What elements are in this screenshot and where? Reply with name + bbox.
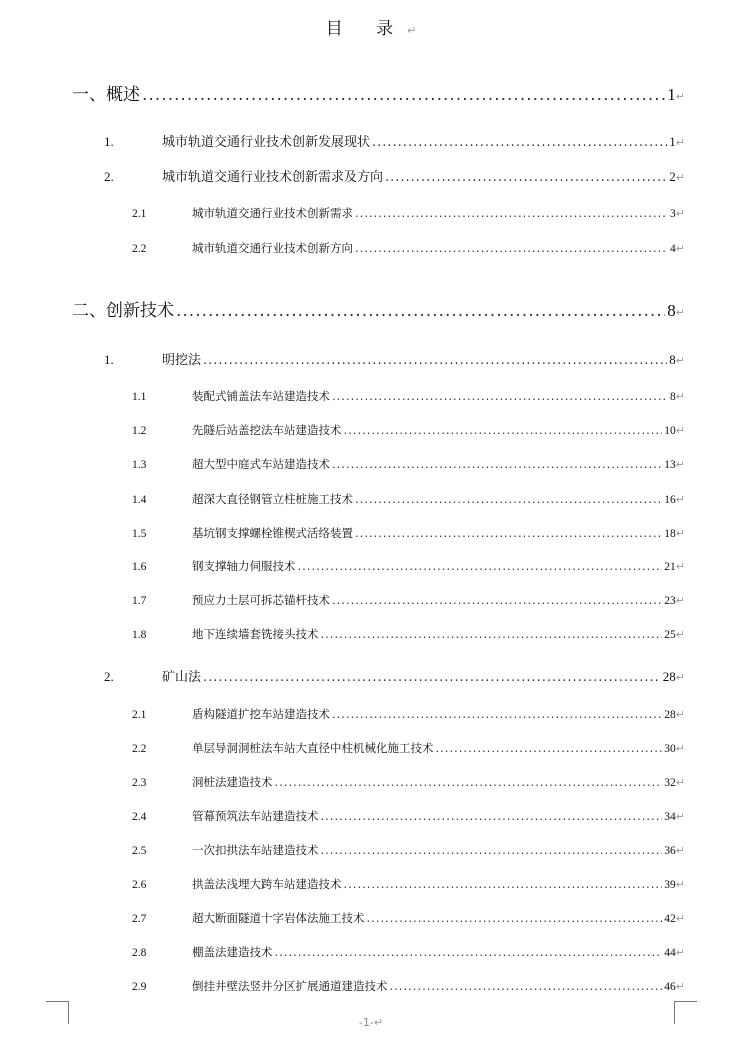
toc-entry-number: 2.6 [132,879,147,891]
paragraph-mark: ↵ [373,1016,384,1029]
toc-dot-leader [385,170,667,185]
toc-dot-leader [332,457,662,471]
toc-dot-leader [332,593,662,607]
toc-entry-page: 36 [664,845,676,857]
toc-dot-leader [372,135,667,150]
toc-dot-leader [321,809,663,823]
toc-entry[interactable] [104,166,685,185]
toc-entry[interactable] [132,842,685,858]
paragraph-mark: ↵ [675,742,685,755]
toc-entry-title: 城市轨道交通行业技术创新需求 [192,206,353,220]
toc-entry-title: 先隧后站盖挖法车站建造技术 [192,423,342,437]
toc-entry-page: 44 [664,947,676,959]
toc-dot-leader [142,85,665,105]
toc-title-text: 目 录 [325,19,408,39]
toc-dot-leader [344,423,663,437]
toc-entry-page: 34 [664,811,676,823]
toc-entry-title: 基坑钢支撑螺栓锥楔式活络装置 [192,526,353,540]
toc-entry[interactable] [132,626,685,642]
toc-entry-number: 1.5 [132,528,147,540]
paragraph-mark: ↵ [675,354,685,367]
toc-dot-leader [275,775,663,789]
toc-entry-page: 8 [667,301,676,320]
paragraph-mark: ↵ [675,980,685,993]
paragraph-mark: ↵ [675,306,685,319]
toc-entry-title: 二、创新技术 [72,301,174,321]
toc-entry-page: 30 [664,743,676,755]
paragraph-mark: ↵ [675,493,685,506]
toc-entry-number: 2.2 [132,743,147,755]
paragraph-mark: ↵ [675,594,685,607]
toc-entry[interactable] [132,558,685,574]
toc-entry-number: 2.4 [132,811,147,823]
toc-entry[interactable] [104,349,685,368]
toc-entry[interactable] [132,740,685,756]
toc-entry-page: 28 [662,669,676,684]
toc-entry[interactable] [132,491,685,507]
toc-entry-title: 钢支撑轴力伺服技术 [192,559,296,573]
toc-dot-leader [321,843,663,857]
toc-title [0,14,742,39]
toc-dot-leader [355,526,662,540]
toc-dot-leader [203,353,667,368]
toc-entry-page: 10 [664,425,676,437]
toc-entry-number: 2.8 [132,947,147,959]
toc-entry-page: 21 [664,561,676,573]
toc-entry-title: 盾构隧道扩挖车站建造技术 [192,707,330,721]
toc-entry[interactable] [132,706,685,722]
paragraph-mark: ↵ [675,878,685,891]
toc-entry-title: 超大型中庭式车站建造技术 [192,457,330,471]
toc-entry-page: 23 [664,595,676,607]
toc-dot-leader [332,389,668,403]
toc-entry-number: 2. [104,669,114,684]
toc-entry-page: 2 [669,169,676,184]
toc-entry[interactable] [132,910,685,926]
toc-entry-number: 1.4 [132,494,147,506]
toc-entry-page: 39 [664,879,676,891]
toc-entry-title: 棚盖法建造技术 [192,945,273,959]
toc-entry[interactable] [132,205,685,221]
toc-entry-title: 预应力土层可拆芯锚杆技术 [192,593,330,607]
paragraph-mark: ↵ [675,390,685,403]
toc-entry-number: 1. [104,134,114,149]
toc-entry[interactable] [132,388,685,404]
toc-dot-leader [321,627,663,641]
toc-entry-number: 2.3 [132,777,147,789]
paragraph-mark: ↵ [675,90,685,103]
paragraph-mark: ↵ [675,424,685,437]
toc-entry-number: 2.1 [132,208,147,220]
page-footer [0,1016,742,1029]
toc-dot-leader [436,741,663,755]
toc-dot-leader [203,670,661,685]
toc-entry-title: 城市轨道交通行业技术创新发展现状 [162,135,371,150]
toc-entry-page: 3 [670,208,676,220]
toc-entry-title: 矿山法 [162,670,202,685]
toc-entry-number: 2.7 [132,913,147,925]
toc-entry-title: 城市轨道交通行业技术创新方向 [192,241,353,255]
toc-entry-number: 1.1 [132,391,147,403]
paragraph-mark: ↵ [675,628,685,641]
toc-entry[interactable] [132,808,685,824]
toc-entry-page: 18 [664,528,676,540]
toc-entry[interactable] [132,456,685,472]
toc-entry-page: 8 [670,391,676,403]
toc-entry-page: 8 [669,352,676,367]
toc-entry[interactable] [132,978,685,994]
toc-entry-title: 地下连续墙套铣接头技术 [192,627,319,641]
toc-entry[interactable] [132,944,685,960]
paragraph-mark: ↵ [675,844,685,857]
paragraph-mark: ↵ [675,242,685,255]
toc-entry-number: 2.1 [132,709,147,721]
toc-entry-number: 1.6 [132,561,147,573]
toc-entry-number: 1.8 [132,629,147,641]
toc-entry-page: 13 [664,459,676,471]
toc-entry-page: 1 [669,134,676,149]
toc-entry-title: 单层导洞洞桩法车站大直径中柱机械化施工技术 [192,741,434,755]
toc-entry-title: 管幕预筑法车站建造技术 [192,809,319,823]
paragraph-mark: ↵ [407,24,417,37]
paragraph-mark: ↵ [675,912,685,925]
paragraph-mark: ↵ [675,946,685,959]
toc-dot-leader [344,877,663,891]
toc-entry[interactable] [104,666,685,685]
toc-entry-page: 4 [670,243,676,255]
toc-dot-leader [355,492,662,506]
toc-entry[interactable] [72,80,685,105]
paragraph-mark: ↵ [675,458,685,471]
toc-entry-number: 2.9 [132,981,147,993]
toc-entry-title: 明挖法 [162,353,202,368]
toc-entry-number: 1.7 [132,595,147,607]
toc-entry[interactable] [132,592,685,608]
toc-entry-page: 32 [664,777,676,789]
toc-entry-page: 16 [664,494,676,506]
paragraph-mark: ↵ [675,527,685,540]
toc-dot-leader [298,559,663,573]
paragraph-mark: ↵ [675,671,685,684]
toc-entry-title: 城市轨道交通行业技术创新需求及方向 [162,170,384,185]
paragraph-mark: ↵ [675,560,685,573]
toc-entry[interactable] [132,240,685,256]
toc-dot-leader [355,241,668,255]
toc-entry-number: 1.3 [132,459,147,471]
toc-entry[interactable] [72,296,685,321]
toc-dot-leader [355,206,668,220]
toc-entry-page: 1 [667,85,676,104]
toc-entry-page: 28 [664,709,676,721]
paragraph-mark: ↵ [675,708,685,721]
toc-dot-leader [367,911,663,925]
toc-entry-number: 2.5 [132,845,147,857]
toc-entry-page: 46 [664,981,676,993]
toc-entry-page: 42 [664,913,676,925]
paragraph-mark: ↵ [675,810,685,823]
toc-entry[interactable] [104,131,685,150]
toc-entry[interactable] [132,525,685,541]
paragraph-mark: ↵ [675,136,685,149]
paragraph-mark: ↵ [675,171,685,184]
toc-dot-leader [176,301,665,321]
toc-entry-number: 1.2 [132,425,147,437]
toc-entry-page: 25 [664,629,676,641]
toc-entry[interactable] [132,774,685,790]
toc-entry-title: 超大断面隧道十字岩体法施工技术 [192,911,365,925]
toc-entry[interactable] [132,876,685,892]
paragraph-mark: ↵ [675,776,685,789]
toc-entry-title: 一、概述 [72,85,140,105]
paragraph-mark: ↵ [675,207,685,220]
toc-entry-number: 2.2 [132,243,147,255]
toc-dot-leader [390,979,663,993]
toc-entry-title: 倒挂井壁法竖井分区扩展通道建造技术 [192,979,388,993]
toc-entry-title: 拱盖法浅埋大跨车站建造技术 [192,877,342,891]
toc-entry-title: 洞桩法建造技术 [192,775,273,789]
toc-dot-leader [275,945,663,959]
toc-entry-title: 装配式铺盖法车站建造技术 [192,389,330,403]
toc-entry-title: 一次扣拱法车站建造技术 [192,843,319,857]
toc-entry-number: 1. [104,352,114,367]
toc-entry-number: 2. [104,169,114,184]
toc-entry[interactable] [132,422,685,438]
toc-dot-leader [332,707,662,721]
toc-entry-title: 超深大直径钢管立柱桩施工技术 [192,492,353,506]
page-number: -1- [358,1016,374,1029]
